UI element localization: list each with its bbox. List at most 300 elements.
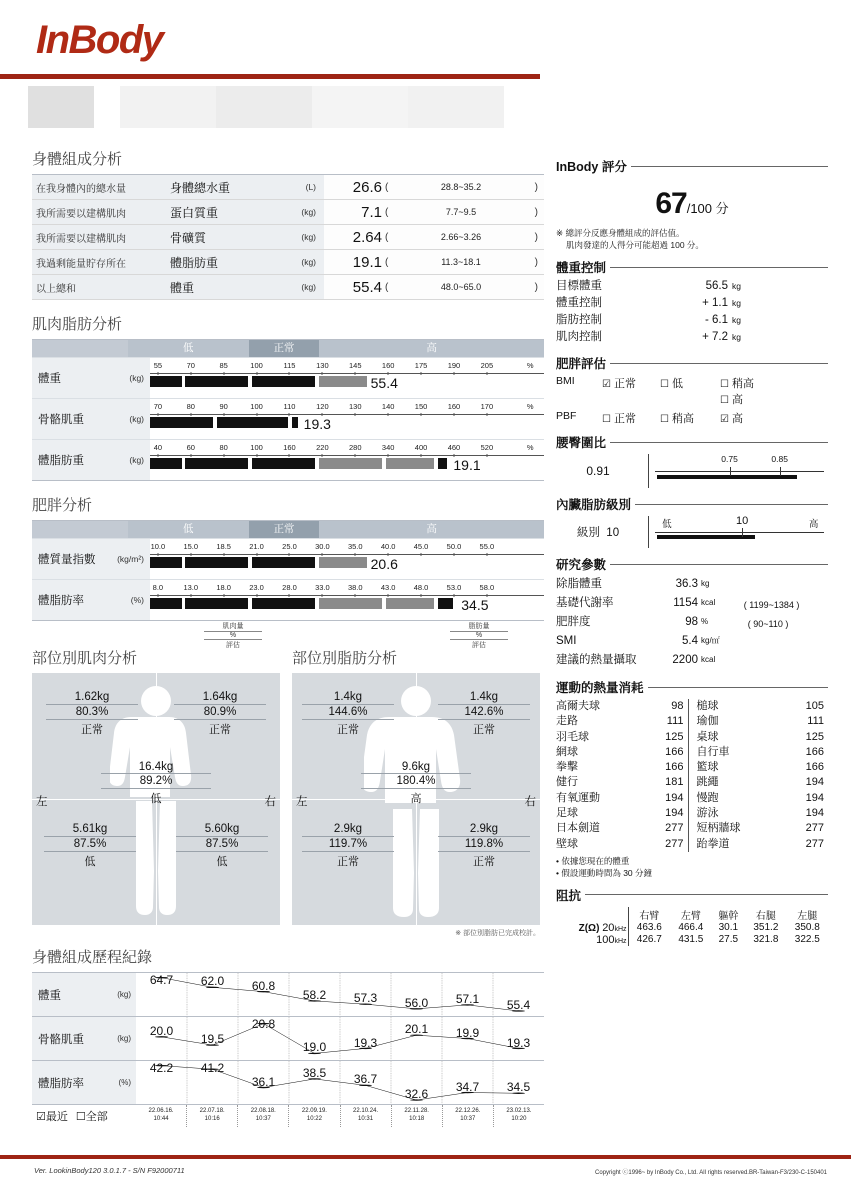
exercise-name: 自行車 [696, 745, 730, 758]
graph-row-value: 19.1 [453, 457, 481, 473]
axis-tick-label: 18.5 [216, 542, 231, 551]
exercise-kcal: 194 [805, 776, 824, 789]
data-point-label: 60.8 [251, 978, 276, 993]
row-range: 11.3~18.1 [392, 250, 530, 275]
axis-tick-label: 70 [186, 361, 195, 370]
exercise-name: 壁球 [556, 837, 578, 850]
axis-tick-label: 43.0 [380, 583, 396, 592]
wc-key: 目標體重 [556, 280, 602, 292]
graph-row-unit: (kg) [129, 373, 144, 383]
row-description: 以上總和 [32, 275, 164, 300]
exercise-kcal: 194 [665, 791, 684, 804]
graph-row-label: 體脂肪重 (kg) [32, 440, 150, 480]
exercise-name: 高爾夫球 [556, 700, 600, 712]
impedance-table [556, 907, 828, 946]
impedance-value: 350.8 [794, 922, 820, 934]
impedance-row [556, 922, 828, 934]
history-filter [32, 1105, 136, 1127]
score-section-header: InBody 評分 [556, 157, 828, 175]
checkbox-icon[interactable]: ☐ [660, 379, 669, 390]
research-row [556, 614, 828, 633]
exercise-name: 有氧運動 [556, 791, 600, 804]
exercise-kcal: 166 [665, 761, 684, 774]
table-row [32, 275, 544, 300]
data-point-label: 55.4 [506, 998, 531, 1013]
rp-value: 2200 [672, 654, 698, 666]
axis-tick-label: 58.0 [479, 583, 495, 592]
exercise-kcal: 277 [805, 822, 824, 835]
axis-tick-label: 13.0 [183, 583, 199, 592]
series-plot [136, 1061, 544, 1104]
eval-option[interactable]: ☐ 高 [720, 394, 743, 406]
exercise-name: 籃球 [696, 761, 719, 774]
data-point-label: 57.3 [353, 991, 378, 1006]
graph-row [32, 357, 544, 398]
inbody-score [556, 187, 828, 221]
axis-tick-label: 280 [349, 443, 362, 452]
paren-open: ( [382, 250, 392, 275]
side-label-left: 左 [36, 796, 48, 808]
history-date-cell: 22.12.26. 10:37 [442, 1105, 493, 1127]
series-label: 體重 (kg) [32, 973, 136, 1016]
research-row [556, 633, 828, 652]
axis-tick-label: 38.0 [347, 583, 363, 592]
axis-tick-label: 145 [349, 361, 362, 370]
history-series-row [32, 973, 544, 1017]
series-unit: (%) [118, 1078, 131, 1087]
impedance-row [556, 934, 828, 946]
axis-tick-label: 53.0 [446, 583, 462, 592]
exercise-row [556, 791, 688, 806]
data-point-label: 34.5 [506, 1080, 531, 1095]
visceral-low-label: 低 [662, 519, 672, 530]
history-date-cell: 22.08.18. 10:37 [237, 1105, 288, 1127]
axis-tick-label: 21.0 [249, 542, 264, 551]
band-low-label: 低 [128, 521, 249, 538]
row-value: 55.4 [324, 275, 382, 300]
weight-control-header: 體重控制 [556, 258, 828, 276]
side-label-left: 左 [296, 796, 308, 808]
exercise-name: 拳擊 [556, 761, 578, 774]
exercise-name: 短柄牆球 [696, 822, 741, 835]
recent-checkbox[interactable]: ☑最近 [36, 1111, 68, 1123]
exercise-name: 羽毛球 [556, 730, 589, 743]
research-header: 研究參數 [556, 555, 828, 573]
history-date-cell: 23.02.13. 10:20 [493, 1105, 544, 1127]
exercise-row [556, 760, 688, 775]
axis-tick-label: 100 [250, 361, 263, 370]
history-series-row [32, 1061, 544, 1105]
axis-tick-label: 70 [153, 402, 163, 411]
row-value: 7.1 [324, 200, 382, 225]
whr-value: 0.91 [586, 464, 610, 478]
exercise-kcal: 98 [671, 700, 684, 712]
segmental-fat-figure [292, 673, 540, 925]
weight-control-row [556, 296, 828, 313]
exercise-name: 足球 [556, 807, 578, 820]
muscle-legend: 肌肉量 % 評估 [204, 621, 262, 650]
history-date-cell: 22.10.24. 10:31 [340, 1105, 391, 1127]
axis-tick-label: 205 [480, 361, 494, 370]
checkbox-icon[interactable]: ☐ [720, 379, 729, 390]
exercise-kcal: 277 [665, 837, 684, 850]
rp-key: 建議的熱量攝取 [556, 654, 637, 666]
axis-tick-label: 140 [381, 402, 395, 411]
impedance-value: 426.7 [628, 934, 670, 946]
segmental-fat-box [292, 647, 540, 938]
axis-tick-label: 340 [381, 443, 395, 452]
exercise-kcal: 194 [805, 791, 824, 804]
whr-header: 腰臀圍比 [556, 433, 828, 451]
axis-tick-label: 28.0 [282, 583, 297, 592]
axis-tick-label: 18.0 [216, 583, 231, 592]
axis-tick-label: 190 [447, 361, 461, 370]
axis-tick-label: 400 [414, 443, 428, 452]
eval-option[interactable]: ☑ 高 [720, 413, 743, 425]
exercise-row [697, 730, 829, 745]
row-range: 7.7~9.5 [392, 200, 530, 225]
axis-tick-label: 60 [186, 443, 195, 452]
exercise-row [556, 837, 688, 852]
data-point-label: 36.7 [353, 1072, 378, 1087]
research-row [556, 595, 828, 614]
band-low-label: 低 [128, 340, 249, 357]
impedance-value: 466.4 [678, 922, 704, 934]
history-date-cell: 22.11.28. 10:18 [391, 1105, 442, 1127]
table-row [32, 225, 544, 250]
checkbox-icon[interactable]: ☐ [720, 395, 729, 406]
row-description: 我過剩能量貯存所在 [32, 250, 164, 275]
rp-value: 98 [685, 616, 698, 628]
exercise-notes: • 依據您現在的體重 • 假設運動時間為 30 分鐘 [556, 855, 653, 878]
band-high-label: 高 [319, 521, 544, 538]
bmi-label: BMI [556, 375, 575, 387]
exercise-name: 桌球 [696, 730, 719, 743]
pbf-eval-row [556, 410, 828, 426]
row-name: 體重 [164, 275, 280, 300]
exercise-row [556, 821, 688, 836]
data-point-label: 19.0 [302, 1040, 327, 1055]
axis-tick-label: 160 [381, 361, 395, 370]
graph-row-plot [150, 580, 544, 620]
axis-tick-label: 40.0 [380, 542, 396, 551]
data-point-label: 38.5 [302, 1066, 327, 1081]
segmental-legends [32, 621, 544, 647]
wc-key: 體重控制 [556, 297, 602, 309]
eval-option[interactable]: ☐ 稍高 [660, 413, 694, 425]
wc-key: 脂肪控制 [556, 314, 602, 326]
exercise-name: 健行 [556, 776, 578, 789]
series-unit: (kg) [117, 1034, 131, 1043]
row-unit: (kg) [280, 250, 324, 275]
right-arm-values: 1.4kg 142.6% 正常 [438, 691, 530, 737]
rp-unit: kg/㎡ [701, 636, 720, 645]
exercise-name: 網球 [556, 745, 578, 758]
exercise-kcal: 105 [805, 700, 824, 712]
graph-row-plot [150, 358, 544, 398]
axis-tick-label: 8.0 [152, 583, 164, 592]
wc-unit: kg [732, 332, 741, 342]
series-label: 體脂肪率 (%) [32, 1061, 136, 1104]
data-point-label: 62.0 [200, 974, 225, 989]
left-leg-values: 2.9kg 119.7% 正常 [302, 823, 394, 869]
obesity-eval-header: 肥胖評估 [556, 354, 828, 372]
data-point-label: 19.9 [455, 1025, 480, 1040]
rp-range: ( 1199~1384 ) [743, 599, 800, 610]
rp-range: ( 90~110 ) [747, 618, 789, 629]
segmental-muscle-figure [32, 673, 280, 925]
axis-tick-label: 80 [186, 402, 195, 411]
exercise-name: 慢跑 [696, 791, 719, 804]
rp-key: SMI [556, 635, 577, 647]
exercise-row [697, 775, 829, 790]
history-series-row [32, 1017, 544, 1061]
research-params-list [556, 576, 828, 671]
data-point-label: 20.8 [251, 1017, 276, 1031]
left-leg-values: 5.61kg 87.5% 低 [44, 823, 136, 869]
trunk-values: 9.6kg 180.4% 高 [361, 761, 471, 806]
table-row [32, 175, 544, 200]
segmental-analysis [32, 647, 544, 938]
side-label-right: 右 [264, 796, 276, 808]
exercise-kcal: 181 [665, 776, 684, 789]
rp-unit: % [701, 617, 709, 626]
paren-open: ( [382, 175, 392, 200]
axis-tick-label: 80 [219, 443, 228, 452]
row-value: 2.64 [324, 225, 382, 250]
eval-option[interactable]: ☐ 正常 [602, 413, 636, 425]
header-info-placeholders [28, 86, 548, 128]
graph-row-value: 19.3 [303, 416, 331, 432]
weight-control-row [556, 279, 828, 296]
axis-tick-label: 170 [480, 402, 494, 411]
rp-key: 除脂體重 [556, 578, 602, 590]
axis-tick-label: 100 [250, 443, 263, 452]
axis-tick-label: 115 [283, 361, 296, 370]
research-row [556, 652, 828, 671]
axis-tick-label: 90 [219, 402, 228, 411]
graph-row-label: 體重 (kg) [32, 358, 150, 398]
axis-tick-label: 48.0 [413, 583, 429, 592]
row-unit: (kg) [280, 275, 324, 300]
segmental-muscle-box [32, 647, 280, 938]
exercise-col-right [688, 699, 829, 852]
exercise-row [697, 806, 829, 821]
fat-legend: 脂肪量 % 評估 [450, 621, 508, 650]
axis-tick-label: 120 [316, 402, 329, 411]
checkbox-icon[interactable]: ☑ [720, 414, 729, 425]
exercise-kcal: 111 [807, 715, 824, 728]
visceral-scale [648, 516, 828, 548]
data-point-label: 20.1 [404, 1022, 429, 1037]
graph-row-unit: (%) [130, 595, 144, 605]
row-name: 身體總水重 [164, 175, 280, 200]
eval-option[interactable]: ☐ 稍高 [720, 378, 754, 390]
series-plot [136, 973, 544, 1016]
row-unit: (L) [280, 175, 324, 200]
exercise-name: 日本劍道 [556, 822, 600, 835]
axis-tick-label: 130 [349, 402, 362, 411]
segmental-fat-title: 部位別脂肪分析 [292, 650, 398, 667]
right-arm-values: 1.64kg 80.9% 正常 [174, 691, 266, 737]
whr-gauge [556, 454, 828, 488]
axis-tick-label: 30.0 [315, 542, 330, 551]
data-point-label: 32.6 [404, 1087, 429, 1102]
impedance-column-header: 右臂 [628, 907, 670, 922]
exercise-name: 瑜伽 [696, 715, 719, 728]
paren-close: ) [530, 200, 544, 225]
graph-row-label: 體質量指數 (kg/m²) [32, 539, 150, 579]
data-point-label: 41.2 [200, 1061, 225, 1075]
impedance-column-header: 軀幹 [718, 910, 739, 922]
data-point-label: 57.1 [455, 991, 480, 1006]
exercise-col-left [556, 699, 688, 852]
exercise-header: 運動的熱量消耗 [556, 678, 828, 696]
row-range: 48.0~65.0 [392, 275, 530, 300]
impedance-column-header: 左臂 [680, 910, 701, 922]
whr-tick-0: 0.75 [721, 454, 738, 464]
inbody-logo: InBody [36, 18, 163, 62]
header-rule [0, 74, 540, 79]
row-name: 蛋白質重 [164, 200, 280, 225]
graph-row-plot [150, 440, 544, 480]
muscle-fat-title: 肌肉脂肪分析 [32, 316, 123, 333]
exercise-row [556, 699, 688, 714]
impedance-column-header: 左腿 [797, 910, 818, 922]
graph-row-plot [150, 539, 544, 579]
exercise-name: 槌球 [696, 700, 719, 712]
right-leg-values: 2.9kg 119.8% 正常 [438, 823, 530, 869]
history-chart [32, 972, 544, 1127]
exercise-kcal: 125 [665, 730, 684, 743]
wc-value: 56.5 [705, 280, 728, 292]
weight-control-list [556, 279, 828, 347]
row-description: 我所需要以建構肌肉 [32, 200, 164, 225]
impedance-value: 321.8 [753, 934, 779, 946]
axis-tick-label: 55.0 [479, 542, 495, 551]
paren-open: ( [382, 225, 392, 250]
left-column [32, 148, 544, 1127]
paren-close: ) [530, 225, 544, 250]
axis-unit-label: % [526, 402, 534, 411]
series-unit: (kg) [117, 990, 131, 999]
graph-row-label: 骨骼肌重 (kg) [32, 399, 150, 439]
data-point-label: 19.3 [506, 1035, 531, 1050]
rp-value: 5.4 [682, 635, 698, 647]
rp-unit: kcal [701, 598, 716, 607]
data-point-label: 64.7 [149, 973, 174, 987]
visceral-mid-label: 10 [735, 515, 749, 527]
graph-row-unit: (kg) [129, 455, 144, 465]
exercise-row [556, 806, 688, 821]
axis-tick-label: 150 [414, 402, 428, 411]
data-point-label: 19.5 [200, 1032, 225, 1047]
wc-unit: kg [732, 315, 741, 325]
whr-scale [648, 454, 828, 488]
axis-tick-label: 40 [153, 443, 163, 452]
pbf-label: PBF [556, 410, 577, 422]
graph-row [32, 398, 544, 439]
rp-value: 36.3 [675, 578, 698, 590]
visceral-header: 內臟脂肪級別 [556, 495, 828, 513]
axis-tick-label: 15.0 [183, 542, 199, 551]
exercise-name: 跳繩 [696, 776, 719, 789]
wc-unit: kg [732, 298, 741, 308]
axis-tick-label: 520 [480, 443, 494, 452]
eval-option[interactable]: ☐ 低 [660, 378, 683, 390]
exercise-kcal: 277 [665, 822, 684, 835]
impedance-value: 322.5 [794, 934, 820, 946]
eval-option[interactable]: ☑ 正常 [602, 378, 636, 390]
wc-value: + 1.1 [702, 297, 728, 309]
data-point-label: 20.0 [149, 1023, 174, 1038]
history-date-cell: 22.09.19. 10:22 [288, 1105, 339, 1127]
exercise-row [697, 699, 829, 714]
axis-tick-label: 33.0 [315, 583, 330, 592]
exercise-kcal: 111 [666, 715, 684, 728]
axis-tick-label: 35.0 [347, 542, 363, 551]
impedance-value: 463.6 [628, 922, 670, 934]
whr-tick-1: 0.85 [771, 454, 788, 464]
exercise-name: 走路 [556, 715, 578, 728]
checkbox-icon[interactable]: ☑ [602, 379, 611, 390]
paren-close: ) [530, 175, 544, 200]
rp-key: 肥胖度 [556, 616, 591, 628]
exercise-row [556, 714, 688, 729]
data-point-label: 34.7 [455, 1079, 480, 1094]
row-description: 我所需要以建構肌肉 [32, 225, 164, 250]
impedance-header: 阻抗 [556, 886, 828, 904]
exercise-row [556, 775, 688, 790]
checkbox-icon[interactable]: ☐ [602, 414, 611, 425]
exercise-row [697, 837, 829, 852]
paren-open: ( [382, 200, 392, 225]
axis-tick-label: 130 [316, 361, 329, 370]
exercise-row [697, 791, 829, 806]
wc-value: + 7.2 [702, 331, 728, 343]
row-value: 26.6 [324, 175, 382, 200]
row-name: 體脂肪重 [164, 250, 280, 275]
axis-unit-label: % [526, 361, 534, 370]
wc-unit: kg [732, 281, 741, 291]
axis-tick-label: 100 [250, 402, 263, 411]
all-checkbox[interactable]: ☐全部 [75, 1111, 108, 1123]
graph-row-unit: (kg/m²) [117, 554, 144, 564]
history-title: 身體組成歷程紀錄 [32, 949, 153, 966]
history-date-cell: 22.07.18. 10:16 [186, 1105, 237, 1127]
trunk-values: 16.4kg 89.2% 低 [101, 761, 211, 806]
axis-tick-label: 23.0 [249, 583, 264, 592]
impedance-value: 351.2 [753, 922, 779, 934]
score-value: 67 [655, 187, 687, 220]
data-point-label: 58.2 [302, 988, 327, 1003]
obesity-band-header [32, 521, 544, 538]
right-column [556, 150, 828, 946]
exercise-row [697, 714, 829, 729]
exercise-kcal: 194 [665, 807, 684, 820]
checkbox-icon[interactable]: ☐ [660, 414, 669, 425]
axis-tick-label: 25.0 [282, 542, 297, 551]
wc-value: - 6.1 [704, 314, 728, 326]
axis-tick-label: 50.0 [446, 542, 462, 551]
graph-row [32, 439, 544, 480]
exercise-name: 游泳 [696, 807, 719, 820]
weight-control-row [556, 330, 828, 347]
axis-tick-label: 160 [283, 443, 296, 452]
axis-tick-label: 460 [447, 443, 461, 452]
data-point-label: 56.0 [404, 995, 429, 1010]
paren-open: ( [382, 275, 392, 300]
